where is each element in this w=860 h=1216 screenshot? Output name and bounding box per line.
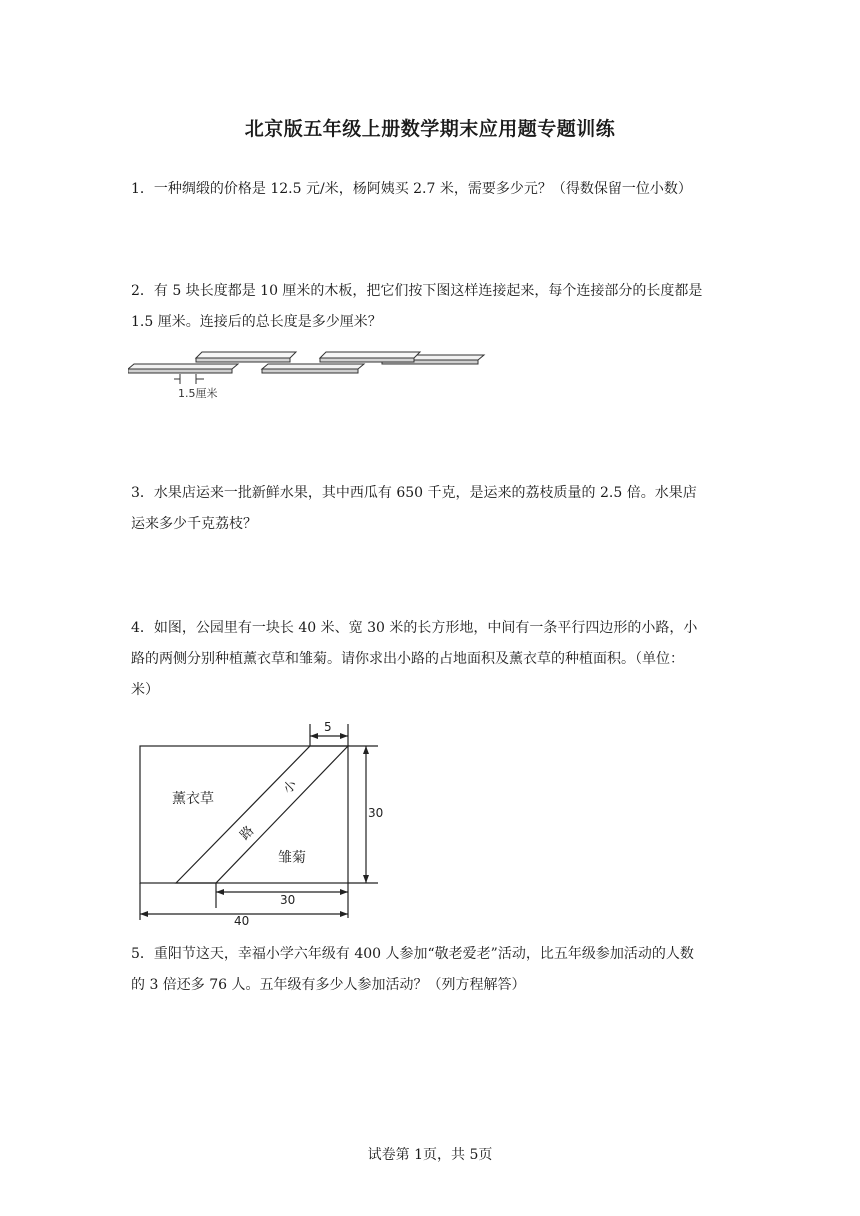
question-3-line-2: 运来多少千克荔枝？ [131,516,257,532]
path-char-lu: 路 [237,823,258,844]
boards-figure [128,346,490,402]
question-3 [131,478,731,540]
question-5 [131,939,731,1001]
lavender-label: 薰衣草 [172,791,214,807]
page-footer: 试卷第 1页，共 5页 [367,1147,493,1163]
question-2-line-1: 2．有 5 块长度都是 10 厘米的木板，把它们按下图这样连接起来，每个连接部分的长度都是 [131,283,703,299]
daisy-label: 雏菊 [278,850,306,866]
question-5-line-1: 5．重阳节这天，幸福小学六年级有 400 人参加“敬老爱老”活动，比五年级参加活动的人数 [131,946,694,962]
garden-rectangle [140,746,348,883]
board-4 [320,352,420,362]
question-4 [131,613,731,706]
path-char-xiao: 小 [280,777,301,798]
dim-right-label: 30 [368,806,384,820]
page-title: 北京版五年级上册数学期末应用题专题训练 [244,118,616,140]
garden-figure [130,716,400,928]
question-4-line-1: 4．如图，公园里有一块长 40 米、宽 30 米的长方形地，中间有一条平行四边形的小路，小 [131,620,698,636]
question-1 [131,174,731,205]
question-2-line-2: 1.5 厘米。连接后的总长度是多少厘米？ [131,314,382,330]
question-4-line-2: 路的两侧分别种植薰衣草和雏菊。请你求出小路的占地面积及薰衣草的种植面积。（单位： [131,651,684,667]
overlap-label: 1.5厘米 [178,387,218,400]
question-2 [131,276,731,338]
dim-top-label: 5 [324,720,332,734]
dim-bottom-outer-label: 40 [234,914,250,928]
board-1 [128,364,238,373]
dim-bottom-inner-label: 30 [280,893,296,907]
question-5-line-2: 的 3 倍还多 76 人。五年级有多少人参加活动？（列方程解答） [131,977,526,993]
question-4-line-3: 米） [131,682,159,698]
question-3-line-1: 3．水果店运来一批新鲜水果，其中西瓜有 650 千克，是运来的荔枝质量的 2.5 倍。水果店 [131,485,697,501]
board-2 [196,352,296,362]
board-3 [262,364,364,373]
overlap-dimension [174,374,204,384]
path-parallelogram [176,746,348,883]
question-1-line-1: 1．一种绸缎的价格是 12.5 元/米，杨阿姨买 2.7 米，需要多少元？（得数保留一位小数） [131,181,692,197]
